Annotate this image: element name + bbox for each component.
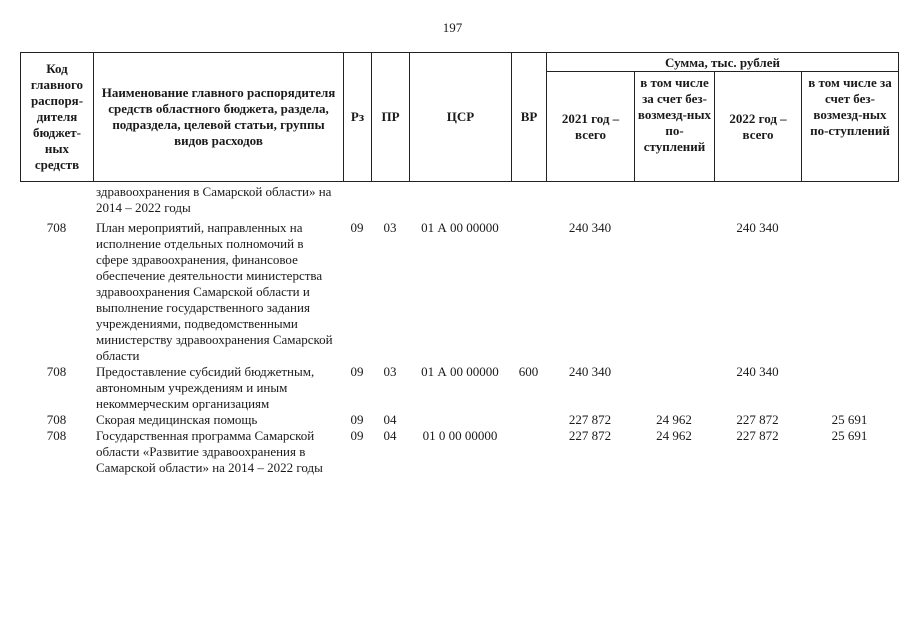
cell-vr [511, 184, 546, 220]
cell-2021-free [634, 184, 714, 220]
cell-name: Государственная программа Самарской области «Развитие здравоохранения в Самарской области» на 2014 – 2022 годы [96, 428, 323, 475]
cell-code: 708 [46, 412, 67, 427]
cell-2021-total: 227 872 [568, 428, 612, 443]
table-row [20, 428, 898, 476]
cell-code [20, 184, 93, 220]
cell-name: План мероприятий, направленных на исполнение отдельных полномочий в сфере здравоохранения, финансовое обеспечение деятельности министерства здравоохранения Самарской области и выполнение государственного задания учреждениями, подведомственными министерству здравоохранения Самарской области [96, 220, 333, 363]
cell-2021-total: 240 340 [568, 220, 612, 235]
cell-vr [511, 220, 546, 364]
cell-code: 708 [46, 428, 67, 443]
cell-vr: 600 [518, 364, 539, 379]
cell-rz: 09 [350, 412, 364, 427]
header-vr: ВР [512, 53, 547, 182]
cell-code: 708 [46, 364, 67, 379]
cell-2022-free: 25 691 [831, 428, 868, 443]
cell-csr [409, 412, 511, 428]
cell-2021-total: 227 872 [568, 412, 612, 427]
header-name: Наименование главного распорядителя средств областного бюджета, раздела, подраздела, целевой статьи, группы видов расходов [94, 53, 344, 182]
cell-pr: 03 [383, 220, 397, 235]
table-row [20, 220, 898, 364]
table-body [20, 184, 898, 476]
cell-pr: 04 [383, 428, 397, 443]
cell-2022-total [714, 184, 801, 220]
cell-2021-total: 240 340 [568, 364, 612, 379]
header-sum: Сумма, тыс. рублей [547, 53, 899, 72]
cell-rz: 09 [350, 220, 364, 235]
cell-2021-free: 24 962 [656, 428, 692, 443]
cell-csr: 01 А 00 00000 [421, 220, 499, 235]
cell-2021-total [546, 184, 634, 220]
cell-2022-total: 227 872 [736, 412, 779, 427]
header-rz: Рз [344, 53, 372, 182]
cell-csr: 01 А 00 00000 [421, 364, 499, 379]
cell-vr [511, 428, 546, 476]
header-pr: ПР [372, 53, 410, 182]
table-row [20, 184, 898, 220]
cell-vr [511, 412, 546, 428]
table-header [20, 52, 899, 182]
cell-csr [409, 184, 511, 220]
page-number: 197 [442, 20, 463, 35]
cell-2021-free [634, 220, 714, 364]
cell-csr: 01 0 00 00000 [422, 428, 498, 443]
header-2022-free: в том числе за счет без-возмезд-ных по-ступлений [802, 72, 899, 182]
header-csr: ЦСР [410, 53, 512, 182]
cell-rz: 09 [350, 428, 364, 443]
cell-code: 708 [46, 220, 67, 235]
cell-2022-total: 227 872 [736, 428, 779, 443]
cell-rz [343, 184, 371, 220]
cell-pr [371, 184, 409, 220]
cell-2022-free: 25 691 [831, 412, 868, 427]
header-2022-total: 2022 год – всего [715, 72, 802, 182]
cell-pr: 03 [383, 364, 397, 379]
cell-name: здравоохранения в Самарской области» на 2014 – 2022 годы [96, 184, 332, 215]
cell-2021-free [634, 364, 714, 412]
table-row [20, 412, 898, 428]
cell-rz: 09 [350, 364, 364, 379]
cell-2022-free [801, 364, 898, 412]
header-code: Код главного распоря-дителя бюджет-ных средств [21, 53, 94, 182]
cell-pr: 04 [383, 412, 397, 427]
cell-2021-free: 24 962 [656, 412, 692, 427]
cell-name: Скорая медицинская помощь [96, 412, 258, 427]
cell-2022-free [801, 220, 898, 364]
cell-name: Предоставление субсидий бюджетным, автономным учреждениям и иным некоммерческим организациям [96, 364, 315, 411]
cell-2022-total: 240 340 [736, 364, 779, 379]
table-row [20, 364, 898, 412]
header-2021-free: в том числе за счет без-возмезд-ных по-ступлений [635, 72, 715, 182]
cell-2022-total: 240 340 [736, 220, 779, 235]
cell-2022-free [801, 184, 898, 220]
header-2021-total: 2021 год – всего [547, 72, 635, 182]
